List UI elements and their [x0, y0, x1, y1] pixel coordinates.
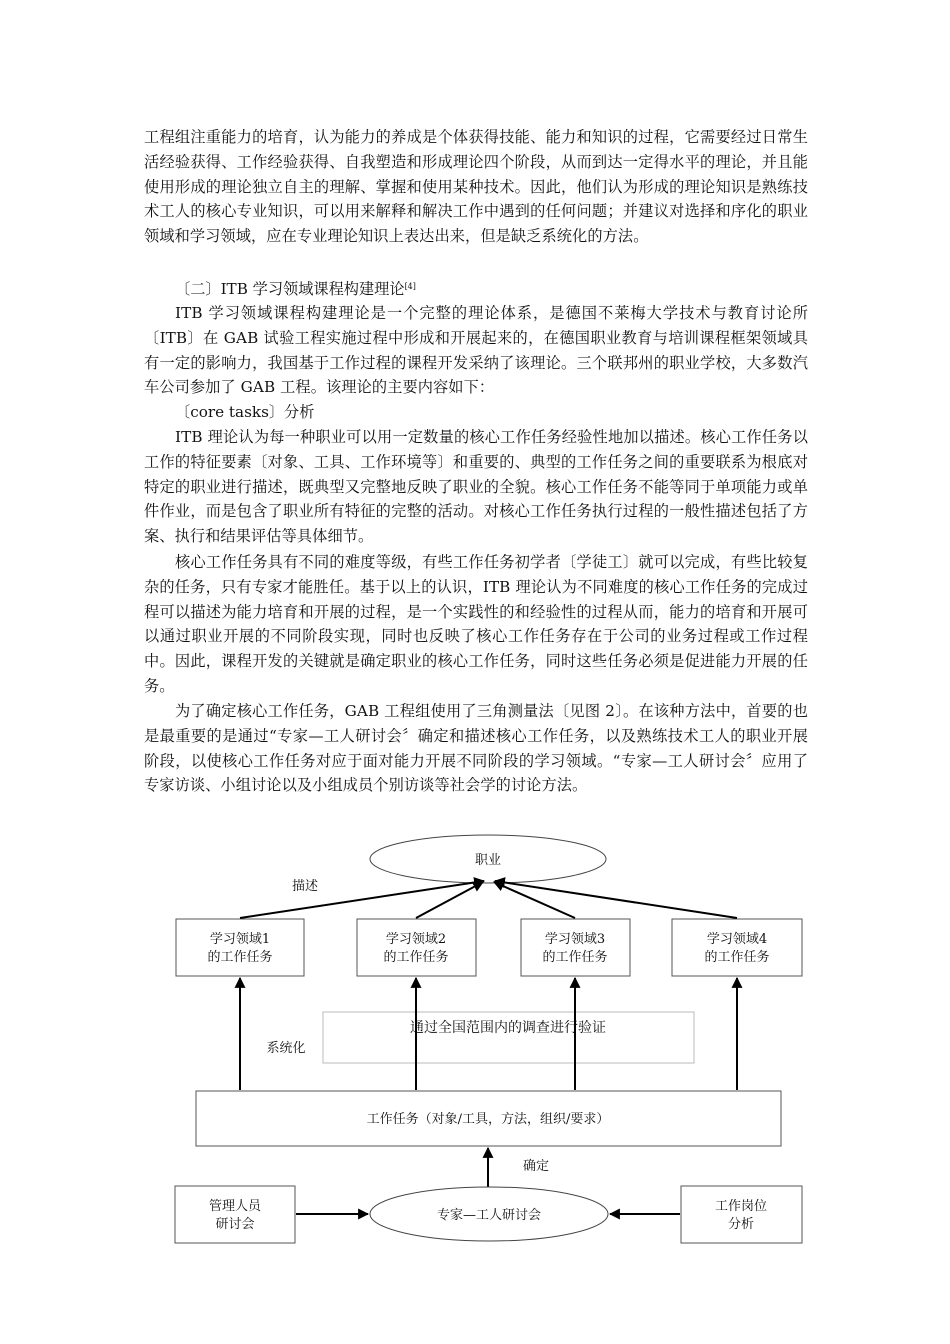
- learning-domain-3-line2: 的工作任务: [542, 950, 608, 965]
- learning-domain-4-line2: 的工作任务: [704, 950, 770, 965]
- arrow-domain-2-to-occupation: [416, 882, 483, 918]
- learning-domain-1-line1: 学习领域1: [209, 932, 271, 947]
- arrow-domain-1-to-occupation: [240, 881, 484, 918]
- managers-line1: 管理人员: [208, 1199, 262, 1214]
- expert-worker-workshop-label: 专家—工人研讨会: [436, 1208, 542, 1223]
- learning-domain-1-box: [176, 919, 304, 976]
- paragraph-competence: 工程组注重能力的培育，认为能力的养成是个体获得技能、能力和知识的过程，它需要经过日常生活经验获得、工作经验获得、自我塑造和形成理论四个阶段，从而到达一定得水平的理论，并且能使用形成的理论独立自主的理解、掌握和使用某种技术。因此，他们认为形成的理论知识是熟练技术工人的核心专业知识，可以用来解释和解决工作中遇到的任何问题；并建议对选择和序化的职业领域和学习领域，应在专业理论知识上表达出来，但是缺乏系统化的方法。: [144, 128, 808, 246]
- describe-label: 描述: [291, 879, 319, 894]
- job-analysis-line1: 工作岗位: [714, 1199, 768, 1214]
- learning-domain-2-line1: 学习领域2: [385, 932, 447, 947]
- job-analysis-box: [681, 1186, 802, 1243]
- learning-domain-3-box: [521, 919, 630, 976]
- occupation-label: 职业: [474, 853, 502, 868]
- verification-label: 通过全国范围内的调查进行验证: [410, 1020, 606, 1036]
- paragraph-difficulty: 核心工作任务具有不同的难度等级，有些工作任务初学者〔学徒工〕就可以完成，有些比较复杂的任务，只有专家才能胜任。基于以上的认识，ITB 理论认为不同难度的核心工作任务的完成过程可以描述为能力培育和开展的过程，是一个实践性的和经验性的过程从而，能力的培育和开展可以通过职业开展的不同阶段实现，同时也反映了核心工作任务存在于公司的业务过程或工作过程中。因此，课程开发的关键就是确定职业的核心工作任务，同时这些任务必须是促进能力开展的任务。: [144, 553, 808, 695]
- paragraph-itb-intro: ITB 学习领域课程构建理论是一个完整的理论体系，是德国不莱梅大学技术与教育讨论所〔ITB〕在 GAB 试验工程实施过程中形成和开展起来的，在德国职业教育与培训课程框架领域具有一定的影响力，我国基于工作过程的课程开发采纳了该理论。三个联邦州的职业学校，大多数汽车公司参加了 GAB 工程。该理论的主要内容如下：: [144, 304, 808, 397]
- managers-line2: 研讨会: [215, 1217, 255, 1232]
- learning-domain-4-box: [672, 919, 802, 976]
- learning-domain-2-box: [357, 919, 476, 976]
- section-heading-core-tasks: 〔core tasks〕分析: [175, 403, 315, 421]
- job-analysis-line2: 分析: [727, 1217, 755, 1232]
- learning-domain-3-line1: 学习领域3: [544, 932, 606, 947]
- work-tasks-label: 工作任务（对象/工具，方法，组织/要求）: [366, 1112, 610, 1127]
- section-heading-itb-text: 〔二〕ITB 学习领域课程构建理论: [175, 280, 405, 298]
- paragraph-triangulation: 为了确定核心工作任务，GAB 工程组使用了三角测量法〔见图 2〕。在该种方法中，首要的也是最重要的是通过“专家—工人研讨会〞确定和描述核心工作任务，以及熟练技术工人的职业开展阶段，以使核心工作任务对应于面对能力开展不同阶段的学习领域。“专家—工人研讨会〞应用了专家访谈、小组讨论以及小组成员个别访谈等社会学的讨论方法。: [144, 702, 808, 795]
- citation-ref: [4]: [404, 282, 416, 291]
- learning-domain-4-line1: 学习领域4: [706, 932, 768, 947]
- learning-domain-2-line2: 的工作任务: [383, 950, 449, 965]
- systematize-label: 系统化: [266, 1041, 306, 1056]
- learning-domain-1-line2: 的工作任务: [207, 950, 273, 965]
- paragraph-itb-theory: ITB 理论认为每一种职业可以用一定数量的核心工作任务经验性地加以描述。核心工作任务以工作的特征要素〔对象、工具、工作环境等〕和重要的、典型的工作任务之间的重要联系为根底对特定的职业进行描述，既典型又完整地反映了职业的全貌。核心工作任务不能等同于单项能力或单件作业，而是包含了职业所有特征的完整的活动。对核心工作任务执行过程的一般性描述包括了方案、执行和结果评估等具体细节。: [144, 428, 808, 546]
- determine-label: 确定: [522, 1159, 550, 1174]
- managers-workshop-box: [175, 1186, 295, 1243]
